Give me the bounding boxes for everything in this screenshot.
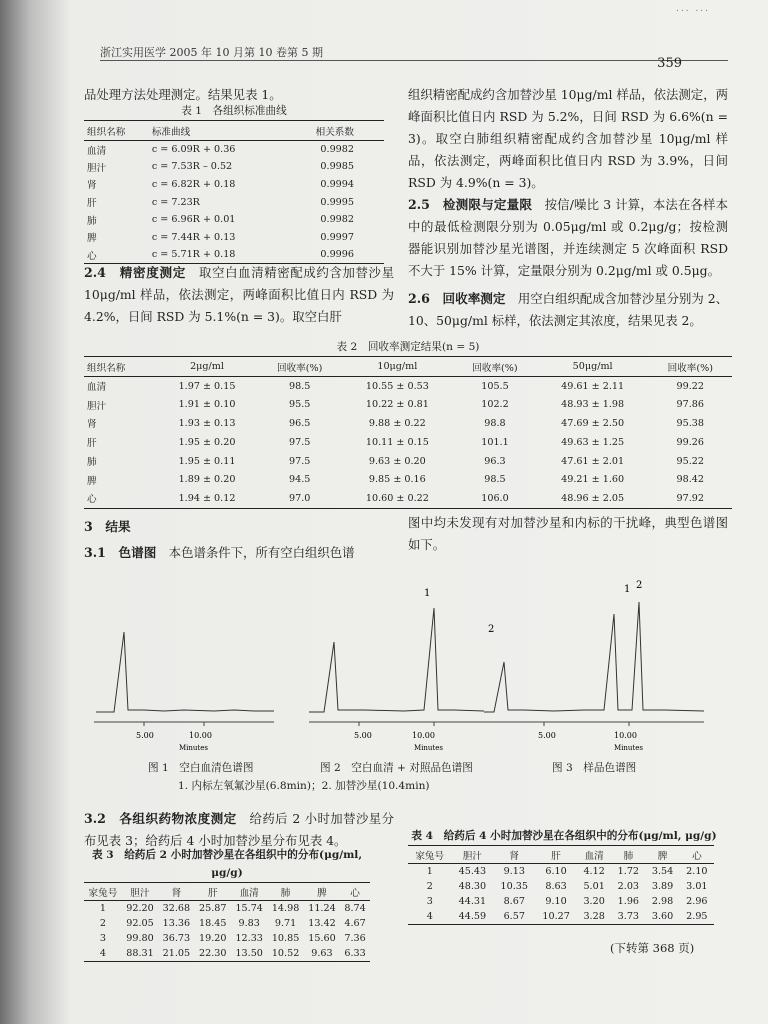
table-4-cell: 4.12 (583, 865, 605, 877)
table-3-cell: 9.71 (274, 917, 297, 929)
table-2-cell: 97.5 (289, 436, 311, 448)
table-2-cell: 95.5 (289, 399, 311, 411)
table-2-cell: 97.92 (676, 492, 705, 504)
table-2-cell: 101.1 (481, 436, 509, 448)
fig3-peak-1-label: 1 (624, 584, 631, 595)
table-3-cell: 4.67 (344, 917, 366, 929)
table-3-cell: 10.52 (271, 947, 300, 959)
table-2-cell: 95.22 (676, 455, 705, 467)
table-1 (84, 105, 384, 264)
table-2-cell: 1.91 ± 0.10 (178, 399, 236, 411)
table-4-cell: 3.60 (651, 910, 674, 922)
table-4-cell: 9.13 (503, 865, 525, 877)
table-3-cell: 4 (99, 947, 106, 959)
table-2-cell: 106.0 (481, 492, 509, 504)
table-2-cell: 肺 (87, 457, 97, 469)
table-2-cell: 47.69 ± 2.50 (561, 417, 625, 429)
table-1-cell: 0.9995 (320, 196, 354, 208)
section-2-5 (408, 194, 728, 282)
fig3-tick-label-10: 10.00 (614, 731, 637, 740)
right-column-intro: 组织精密配成约含加替沙星 10μg/ml 样品，依法测定，两峰面积比值日内 RSD 为 5.2%，日间 RSD 为 6.6%(n = 3)。取空白肺组织精密配成约含加替沙星 10μg/ml 样品，依法测定，两峰面积比值日内 RSD 为 3.9%，日间 RSD 为 4.9%(n = 3)。 (408, 87, 728, 190)
table-4-header-0: 家兔号 (408, 846, 451, 864)
table-4-cell: 2.10 (686, 865, 708, 877)
table-2-cell: 98.5 (289, 380, 311, 392)
table-2-header-1: 2μg/ml (156, 357, 258, 377)
fig3-peak-2b-label: 2 (636, 580, 643, 591)
table-row (84, 901, 370, 916)
table-4-cell: 3.54 (651, 865, 674, 877)
table-1-cell: c = 7.23R (151, 196, 200, 208)
table-2-cell: 49.21 ± 1.60 (561, 474, 625, 486)
table-4-cell: 2 (426, 880, 433, 892)
table-3-cell: 6.33 (344, 947, 366, 959)
table-1-cell: 肺 (87, 215, 97, 227)
section-3-2-heading: 3.2 各组织药物浓度测定 (84, 811, 237, 826)
table-4-grid (408, 845, 714, 925)
table-row (84, 228, 384, 246)
table-2-cell: 血清 (87, 382, 107, 394)
fig2-tick-label-10: 10.00 (412, 731, 435, 740)
table-3-cell: 22.30 (199, 947, 227, 959)
table-3-cell: 25.87 (199, 902, 227, 914)
table-3-cell: 10.85 (271, 932, 300, 944)
table-1-cell: 血清 (87, 145, 107, 157)
table-2-cell: 10.22 ± 0.81 (365, 399, 429, 411)
running-header: 浙江实用医学 2005 年 10 月第 10 卷第 5 期 (100, 46, 323, 59)
table-4-cell: 3.89 (651, 880, 674, 892)
table-2-cell: 9.88 ± 0.22 (368, 417, 426, 429)
section-2-6-heading: 2.6 回收率测定 (408, 291, 506, 306)
table-1-header-2: 相关系数 (280, 121, 384, 141)
figure-1-caption: 图 1 空白血清色谱图 (148, 762, 254, 774)
table-4-cell: 3.28 (583, 910, 605, 922)
table-3-cell: 12.33 (235, 932, 263, 944)
table-4-cell: 4 (426, 910, 433, 922)
table-1-cell: 心 (87, 250, 97, 262)
table-3-header-0: 家兔号 (84, 883, 122, 901)
table-1-cell: c = 6.09R + 0.36 (151, 144, 236, 156)
table-3-cell: 21.05 (162, 947, 191, 959)
table-4-cell: 3.20 (583, 895, 605, 907)
table-2-header-0: 组织名称 (84, 357, 156, 377)
table-2-cell: 肝 (87, 438, 97, 450)
table-4-header-5: 肺 (611, 846, 645, 864)
fig2-tick-label-5: 5.00 (354, 731, 372, 740)
table-3-header-3: 肝 (195, 883, 231, 901)
table-2-cell: 48.93 ± 1.98 (561, 399, 625, 411)
table-4-cell: 2.96 (686, 895, 708, 907)
table-1-caption: 表 1 各组织标准曲线 (181, 105, 287, 117)
table-2-cell: 99.26 (676, 436, 705, 448)
fig1-axis-label: Minutes (179, 744, 208, 752)
journal-page (70, 0, 768, 1024)
table-row (84, 946, 370, 961)
table-2-cell: 49.61 ± 2.11 (561, 380, 625, 392)
fig3-axis-label: Minutes (614, 744, 643, 752)
figure-3-chromatogram (484, 580, 704, 752)
table-2-cell: 95.38 (676, 417, 705, 429)
table-1-cell: 肾 (87, 180, 97, 192)
table-row (84, 452, 732, 471)
table-4-cell: 9.10 (545, 895, 567, 907)
table-4-cell: 8.63 (545, 880, 567, 892)
fig3-peak-2-label: 2 (488, 624, 495, 635)
table-2-cell: 98.42 (676, 474, 705, 486)
table-2-cell: 1.97 ± 0.15 (178, 380, 236, 392)
section-2-4 (84, 262, 394, 328)
table-3-cell: 1 (99, 902, 106, 914)
table-3-cell: 3 (99, 932, 106, 944)
fig2-peak-1-label: 1 (424, 588, 431, 599)
table-4-cell: 6.10 (545, 865, 567, 877)
table-row (84, 433, 732, 452)
table-1-header-0: 组织名称 (84, 121, 149, 141)
continued-note: (下转第 368 页) (610, 941, 695, 955)
table-3 (84, 846, 370, 962)
table-row (408, 864, 714, 879)
table-4-cell: 10.27 (542, 910, 570, 922)
section-2-6 (408, 288, 728, 332)
section-3-1-text: 本色谱条件下，所有空白组织色谱 (156, 545, 355, 560)
table-3-cell: 88.31 (126, 947, 154, 959)
table-4-cell: 1.72 (617, 865, 640, 877)
section-2-5-heading: 2.5 检测限与定量限 (408, 197, 533, 212)
figure-legend: 1. 内标左氧氟沙星(6.8min)；2. 加替沙星(10.4min) (178, 780, 430, 792)
table-1-cell: 0.9985 (320, 161, 354, 173)
table-3-cell: 36.73 (162, 932, 191, 944)
table-2-cell: 96.5 (289, 417, 311, 429)
section-3-1-continued: 图中均未发现有对加替沙星和内标的干扰峰，典型色谱图如下。 (408, 515, 728, 552)
table-4-cell: 2.03 (617, 880, 640, 892)
table-1-cell: c = 6.82R + 0.18 (151, 178, 236, 190)
table-3-header-1: 胆汁 (122, 883, 158, 901)
table-4-header-3: 肝 (535, 846, 577, 864)
table-4-cell: 3 (426, 895, 433, 907)
header-mark: ... ... (675, 4, 710, 14)
table-2-cell: 1.94 ± 0.12 (178, 492, 236, 504)
table-3-grid (84, 882, 370, 962)
table-3-cell: 2 (99, 917, 106, 929)
figure-2-chromatogram (309, 588, 484, 752)
table-row (408, 894, 714, 909)
table-4-cell: 1 (426, 865, 433, 877)
table-4-header-7: 心 (680, 846, 714, 864)
table-2-cell: 胆汁 (87, 400, 107, 412)
table-4-cell: 1.96 (617, 895, 640, 907)
table-1-cell: c = 5.71R + 0.18 (151, 249, 236, 261)
table-row (408, 879, 714, 894)
table-2-cell: 49.63 ± 1.25 (561, 436, 625, 448)
table-1-cell: c = 7.53R – 0.52 (151, 161, 233, 173)
table-2-header-2: 回收率(%) (258, 357, 341, 377)
section-2-4-heading: 2.4 精密度测定 (84, 265, 187, 280)
figure-1-chromatogram (94, 632, 274, 752)
table-4-cell: 6.57 (503, 910, 525, 922)
table-2-cell: 10.11 ± 0.15 (365, 436, 429, 448)
table-1-cell: 0.9982 (320, 144, 354, 156)
fig3-tick-label-5: 5.00 (538, 731, 556, 740)
table-3-header-7: 心 (340, 883, 370, 901)
table-3-cell: 92.20 (126, 902, 154, 914)
table-4-cell: 2.98 (651, 895, 674, 907)
table-1-cell: 肝 (87, 198, 97, 210)
table-2-cell: 97.86 (676, 399, 705, 411)
table-2-caption: 表 2 回收率测定结果(n = 5) (336, 341, 480, 353)
table-2-cell: 10.60 ± 0.22 (365, 492, 429, 504)
table-4 (408, 827, 720, 925)
table-1-cell: 0.9982 (320, 214, 354, 226)
fig2-axis-label: Minutes (414, 744, 443, 752)
table-2-cell: 9.85 ± 0.16 (368, 474, 426, 486)
table-2-cell: 肾 (87, 419, 97, 431)
table-2-cell: 9.63 ± 0.20 (368, 455, 426, 467)
table-2-cell: 48.96 ± 2.05 (561, 492, 625, 504)
table-4-cell: 2.95 (686, 910, 708, 922)
table-3-header-5: 肺 (267, 883, 303, 901)
table-1-cell: 0.9997 (320, 231, 354, 243)
table-2-grid (84, 356, 732, 509)
table-2-cell: 1.93 ± 0.13 (178, 417, 236, 429)
table-2-cell: 99.22 (676, 380, 705, 392)
table-2-cell: 1.95 ± 0.11 (178, 455, 236, 467)
table-3-cell: 19.20 (199, 932, 227, 944)
table-2-header-3: 10μg/ml (341, 357, 453, 377)
section-2-5-text: 按信/噪比 3 计算，本法在各样本中的最低检测限分别为 0.05μg/ml 或 0.2μg/g；按检测器能识别加替沙星光谱图，并连续测定 5 次峰面积 RSD 不大于 15% 计算，定量限分别为 0.2μg/ml 或 0.5μg。 (408, 197, 728, 278)
table-4-cell: 8.67 (503, 895, 525, 907)
table-2-cell: 105.5 (481, 380, 509, 392)
table-4-cell: 48.30 (458, 880, 487, 892)
table-1-cell: 脾 (87, 233, 97, 245)
table-2-cell: 10.55 ± 0.53 (365, 380, 429, 392)
table-1-cell: c = 7.44R + 0.13 (151, 231, 236, 243)
section-3-heading: 3 结果 (84, 519, 131, 534)
fig1-trace (96, 632, 274, 712)
table-3-cell: 9.83 (238, 917, 260, 929)
table-row (84, 141, 384, 159)
table-row (408, 909, 714, 924)
left-column-intro: 品处理方法处理测定。结果见表 1。 (84, 87, 282, 102)
table-2-header-5: 50μg/ml (537, 357, 649, 377)
table-2-cell: 脾 (87, 475, 97, 487)
table-1-cell: 胆汁 (87, 162, 107, 174)
table-row (84, 158, 384, 176)
table-row (84, 377, 732, 396)
table-4-cell: 44.31 (458, 895, 487, 907)
table-3-cell: 9.63 (311, 947, 333, 959)
chromatogram-figures (84, 572, 734, 762)
section-3-1-heading: 3.1 色谱图 (84, 545, 157, 560)
table-3-cell: 7.36 (344, 932, 366, 944)
section-2-4-text: 取空白血清精密配成约含加替沙星 10μg/ml 样品，依法测定，两峰面积比值日内 RSD 为 4.2%，日间 RSD 为 5.1%(n = 3)。取空白肝 (84, 265, 394, 324)
table-row (84, 916, 370, 931)
table-row (84, 193, 384, 211)
table-row (84, 414, 732, 433)
section-3-2-text: 给药后 2 小时加替沙星分布见表 3；给药后 4 小时加替沙星分布见表 4。 (84, 811, 394, 848)
table-3-cell: 32.68 (162, 902, 191, 914)
table-row (84, 931, 370, 946)
table-4-cell: 3.73 (617, 910, 640, 922)
table-2-header-4: 回收率(%) (453, 357, 536, 377)
table-4-header-4: 血清 (577, 846, 611, 864)
table-2-cell: 47.61 ± 2.01 (561, 455, 625, 467)
table-2-cell: 96.3 (484, 455, 506, 467)
table-4-cell: 10.35 (500, 880, 528, 892)
table-2-cell: 97.0 (289, 492, 311, 504)
table-3-cell: 13.42 (308, 917, 336, 929)
table-3-header-2: 肾 (158, 883, 194, 901)
figure-2-caption: 图 2 空白血清 + 对照品色谱图 (320, 762, 473, 774)
table-3-cell: 92.05 (126, 917, 154, 929)
fig3-trace (484, 602, 704, 712)
table-row (84, 395, 732, 414)
table-4-cell: 3.01 (686, 880, 708, 892)
table-2 (84, 338, 732, 509)
page-number: 359 (657, 56, 682, 71)
table-3-cell: 13.36 (162, 917, 191, 929)
table-row (84, 176, 384, 194)
table-3-cell: 99.80 (126, 932, 154, 944)
section-2-6-text: 用空白组织配成含加替沙星分别为 2、10、50μg/ml 标样，依法测定其浓度，结果见表 2。 (408, 291, 728, 328)
table-3-cell: 18.45 (199, 917, 227, 929)
table-2-cell: 心 (87, 494, 97, 506)
table-3-header-6: 脾 (304, 883, 340, 901)
table-3-cell: 11.24 (308, 902, 336, 914)
table-3-header-4: 血清 (231, 883, 267, 901)
table-2-cell: 1.95 ± 0.20 (178, 436, 236, 448)
table-3-caption: 表 3 给药后 2 小时加替沙星在各组织中的分布(μg/ml, μg/g) (91, 849, 363, 879)
table-3-cell: 15.60 (308, 932, 336, 944)
table-3-cell: 15.74 (235, 902, 263, 914)
table-2-cell: 1.89 ± 0.20 (178, 474, 236, 486)
table-1-grid (84, 120, 384, 264)
fig1-tick-label-5: 5.00 (136, 731, 154, 740)
table-2-header-6: 回收率(%) (649, 357, 732, 377)
header-rule (100, 60, 728, 61)
table-row (84, 211, 384, 229)
section-3-1 (84, 542, 394, 564)
table-4-cell: 5.01 (583, 880, 605, 892)
table-2-cell: 98.5 (484, 474, 506, 486)
figure-3-caption: 图 3 样品色谱图 (552, 762, 637, 774)
table-2-cell: 94.5 (289, 474, 311, 486)
table-1-cell: 0.9994 (320, 178, 354, 190)
table-3-cell: 13.50 (235, 947, 263, 959)
table-4-header-6: 脾 (645, 846, 679, 864)
table-4-cell: 45.43 (458, 865, 487, 877)
table-1-cell: c = 6.96R + 0.01 (151, 214, 236, 226)
table-4-cell: 44.59 (458, 910, 487, 922)
table-3-cell: 8.74 (344, 902, 366, 914)
table-2-cell: 102.2 (481, 399, 509, 411)
fig2-trace (309, 608, 484, 712)
table-4-header-2: 肾 (493, 846, 535, 864)
table-4-caption: 表 4 给药后 4 小时加替沙星在各组织中的分布(μg/ml, μg/g) (411, 830, 717, 842)
table-2-cell: 97.5 (289, 455, 311, 467)
fig1-tick-label-10: 10.00 (189, 731, 212, 740)
table-2-cell: 98.8 (484, 417, 506, 429)
table-4-header-1: 胆汁 (451, 846, 493, 864)
table-3-cell: 14.98 (271, 902, 300, 914)
figure-captions (84, 760, 734, 800)
table-row (84, 470, 732, 489)
table-1-cell: 0.9996 (320, 249, 354, 261)
table-1-header-1: 标准曲线 (149, 121, 280, 141)
table-row (84, 489, 732, 508)
